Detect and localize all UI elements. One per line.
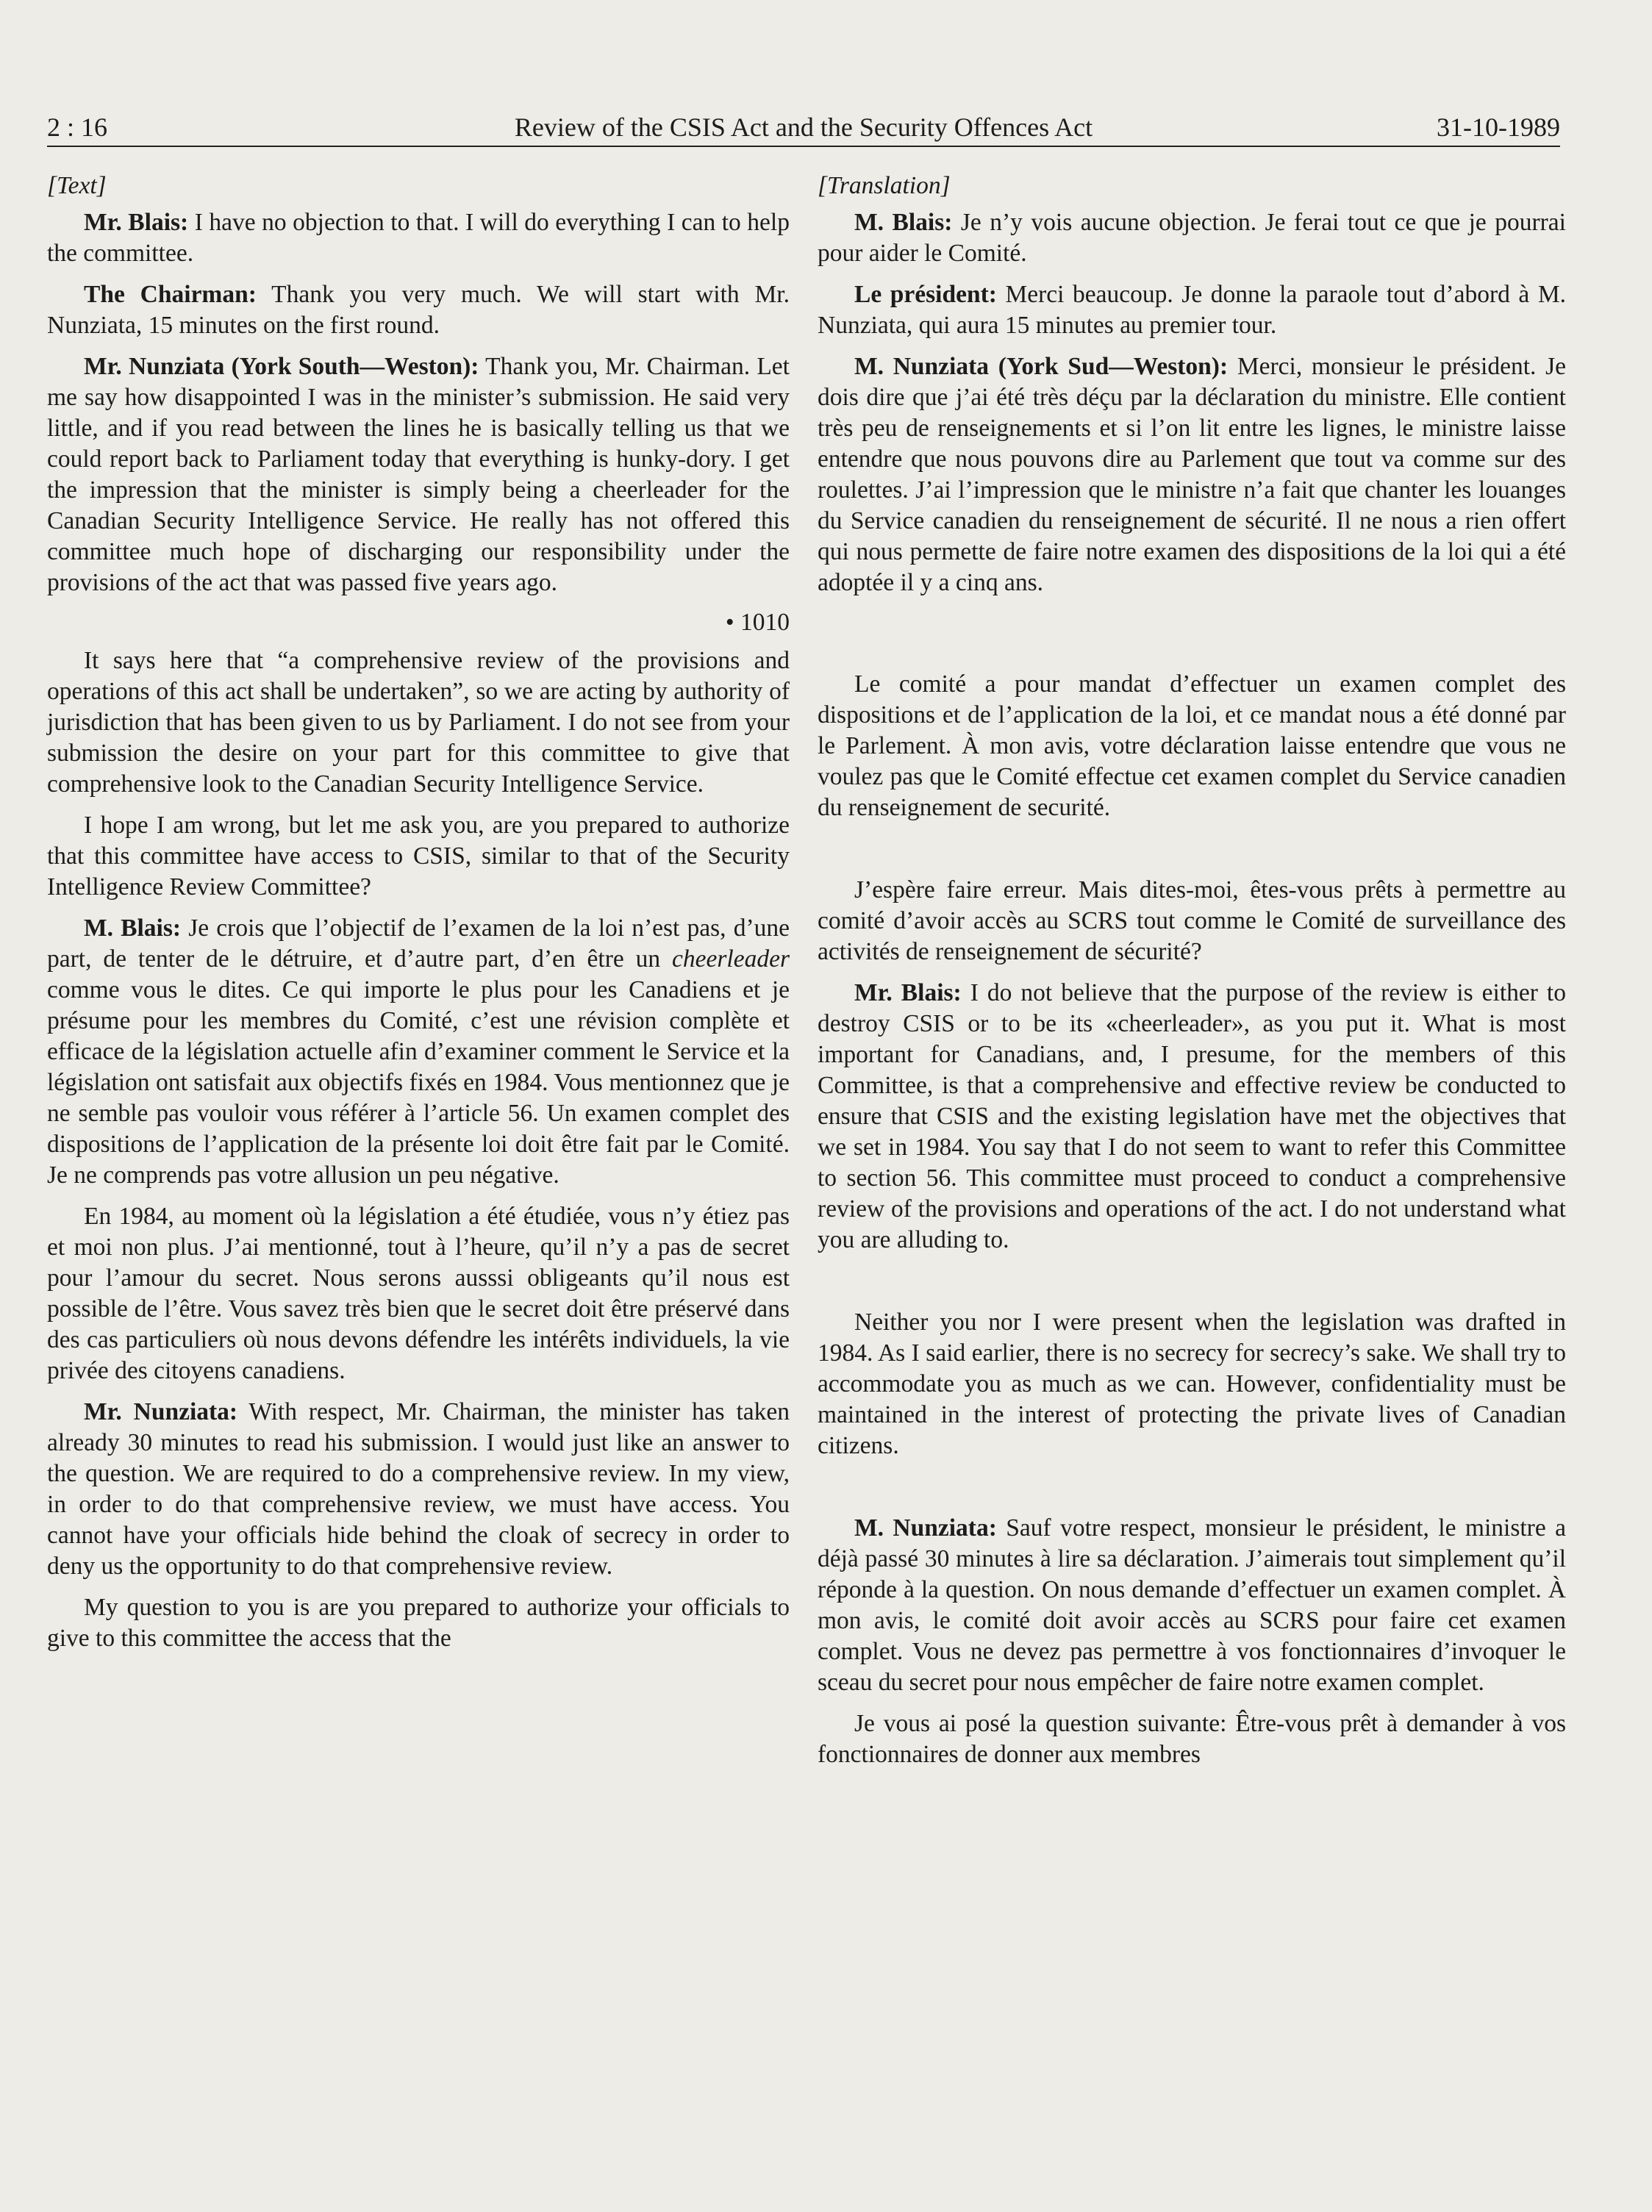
paragraph: Mr. Blais: I have no objection to that. I will do everything I can to help the committee. xyxy=(47,209,790,267)
paragraph: Neither you nor I were present when the legislation was drafted in 1984. As I said earlier, there is no secrecy for secrecy’s sake. We shall try to accommodate you as much as we can. However, confidentiality must be maintained in the interest of protecting the private lives of Canadian citizens. xyxy=(818,1309,1566,1459)
paragraph: Le comité a pour mandat d’effectuer un examen complet des dispositions et de l’application de la loi, et ce mandat nous a été donné par le Parlement. À mon avis, votre déclaration laisse entendre que vous ne voulez pas que le Comité effectue cet examen complet du Service canadien du renseignement de securité. xyxy=(818,670,1566,821)
paragraph: My question to you is are you prepared to authorize your officials to give to this committee the access that the xyxy=(47,1594,790,1652)
left-column xyxy=(47,171,790,1654)
paragraph: Je vous ai posé la question suivante: Être-vous prêt à demander à vos fonctionnaires de donner aux membres xyxy=(818,1710,1566,1768)
paragraph: En 1984, au moment où la législation a été étudiée, vous n’y étiez pas et moi non plus. J’ai mentionné, tout à l’heure, qu’il n’y a pas de secret pour l’amour du secret. Nous serons ausssi obligeants qu’il nous est possible de l’être. Vous savez très bien que le secret doit être préservé dans des cas particuliers où nous devons défendre les intérêts individuels, la vie privée des citoyens canadiens. xyxy=(47,1203,790,1384)
paragraph: Mr. Nunziata: With respect, Mr. Chairman, the minister has taken already 30 minutes to read his submission. I would just like an answer to the question. We are required to do a comprehensive review. In my view, in order to do that comprehensive review, we must have access. You cannot have your officials hide behind the cloak of secrecy in order to deny us the opportunity to do that comprehensive review. xyxy=(47,1398,790,1580)
speaker-name: Le président: xyxy=(854,281,997,308)
paragraph: Mr. Blais: I do not believe that the purpose of the review is either to destroy CSIS or to be its «cheerleader», as you put it. What is most important for Canadians, and, I presume, for the members of this Committee, is that a comprehensive and effective review be conducted to ensure that CSIS and the existing legislation have met the objectives that we set in 1984. You say that I do not seem to want to refer this Committee to section 56. This committee must proceed to conduct a comprehensive review of the provisions and operations of the act. I do not understand what you are alluding to. xyxy=(818,979,1566,1253)
speaker-name: Mr. Nunziata: xyxy=(84,1398,238,1425)
section-label: [Text] xyxy=(47,172,107,199)
section-label: [Translation] xyxy=(818,172,951,199)
document-date: 31-10-1989 xyxy=(1437,112,1560,142)
speaker-name: The Chairman: xyxy=(84,281,257,308)
speaker-name: Mr. Nunziata (York South—Weston): xyxy=(84,353,479,380)
paragraph: M. Nunziata: Sauf votre respect, monsieur le président, le ministre a déjà passé 30 minutes à lire sa déclaration. J’aimerais tout simplement qu’il réponde à la question. On nous demande d’effectuer un examen complet. À mon avis, le comité doit avoir accès au SCRS pour faire cet examen complet. Vous ne devez pas permettre à vos fonctionnaires d’invoquer le sceau du secret pour nous empêcher de faire notre examen complet. xyxy=(818,1514,1566,1696)
paragraph: M. Blais: Je crois que l’objectif de l’examen de la loi n’est pas, d’une part, de tenter de le détruire, et d’autre part, d’en être un cheerleader comme vous le dites. Ce qui importe le plus pour les Canadiens et je présume pour les membres du Comité, c’est une révision complète et efficace de la législation actuelle afin d’examiner comment le Service et la législation ont satisfait aux objectifs fixés en 1984. Vous mentionnez que je ne semble pas vouloir vous référer à l’article 56. Un examen complet des dispositions de l’application de la présente loi doit être fait par le Comité. Je ne comprends pas votre allusion un peu négative. xyxy=(47,914,790,1189)
paragraph: Mr. Nunziata (York South—Weston): Thank you, Mr. Chairman. Let me say how disappointed I was in the minister’s submission. He said very little, and if you read between the lines he is basically telling us that we could report back to Parliament today that everything is hunky-dory. I get the impression that the minister is simply being a cheerleader for the Canadian Security Intelligence Service. He really has not offered this committee much hope of discharging our responsibility under the provisions of the act that was passed five years ago. xyxy=(47,353,790,596)
running-header xyxy=(47,109,1560,147)
paragraph: J’espère faire erreur. Mais dites-moi, êtes-vous prêts à permettre au comité d’avoir accès au SCRS tout comme le Comité de surveillance des activités de renseignement de sécurité? xyxy=(818,876,1566,965)
paragraph: It says here that “a comprehensive review of the provisions and operations of this act shall be undertaken”, so we are acting by authority of jurisdiction that has been given to us by Parliament. I do not see from your submission the desire on your part for this committee to give that comprehensive look to the Canadian Security Intelligence Service. xyxy=(47,647,790,798)
speaker-name: Mr. Blais: xyxy=(854,979,962,1006)
paragraph: Le président: Merci beaucoup. Je donne la paraole tout d’abord à M. Nunziata, qui aura 15 minutes au premier tour. xyxy=(818,281,1566,339)
paragraph: I hope I am wrong, but let me ask you, are you prepared to authorize that this committee have access to CSIS, similar to that of the Security Intelligence Review Committee? xyxy=(47,812,790,901)
right-column xyxy=(818,171,1566,1770)
paragraph: M. Nunziata (York Sud—Weston): Merci, monsieur le président. Je dois dire que j’ai été très déçu par la déclaration du ministre. Elle contient très peu de renseignements et si l’on lit entre les lignes, le ministre laisse entendre que nous pouvons dire au Parlement que tout va comme sur des roulettes. J’ai l’impression que le ministre n’a fait que chanter les louanges du Service canadien du renseignement de sécurité. Il ne nous a rien offert qui nous permette de faire notre examen des dispositions de la loi qui a été adoptée il y a cinq ans. xyxy=(818,353,1567,596)
speaker-name: Mr. Blais: xyxy=(84,209,189,236)
speaker-name: M. Nunziata (York Sud—Weston): xyxy=(854,353,1229,380)
speaker-name: M. Blais: xyxy=(84,914,182,942)
page-number: 2 : 16 xyxy=(47,112,108,142)
speaker-name: M. Nunziata: xyxy=(854,1514,997,1542)
paragraph: The Chairman: Thank you very much. We will start with Mr. Nunziata, 15 minutes on the first round. xyxy=(47,281,790,339)
paragraph: M. Blais: Je n’y vois aucune objection. Je ferai tout ce que je pourrai pour aider le Comité. xyxy=(818,209,1566,267)
speaker-name: M. Blais: xyxy=(854,209,953,236)
time-marker: • 1010 xyxy=(725,609,790,636)
document-title: Review of the CSIS Act and the Security Offences Act xyxy=(514,112,1093,142)
